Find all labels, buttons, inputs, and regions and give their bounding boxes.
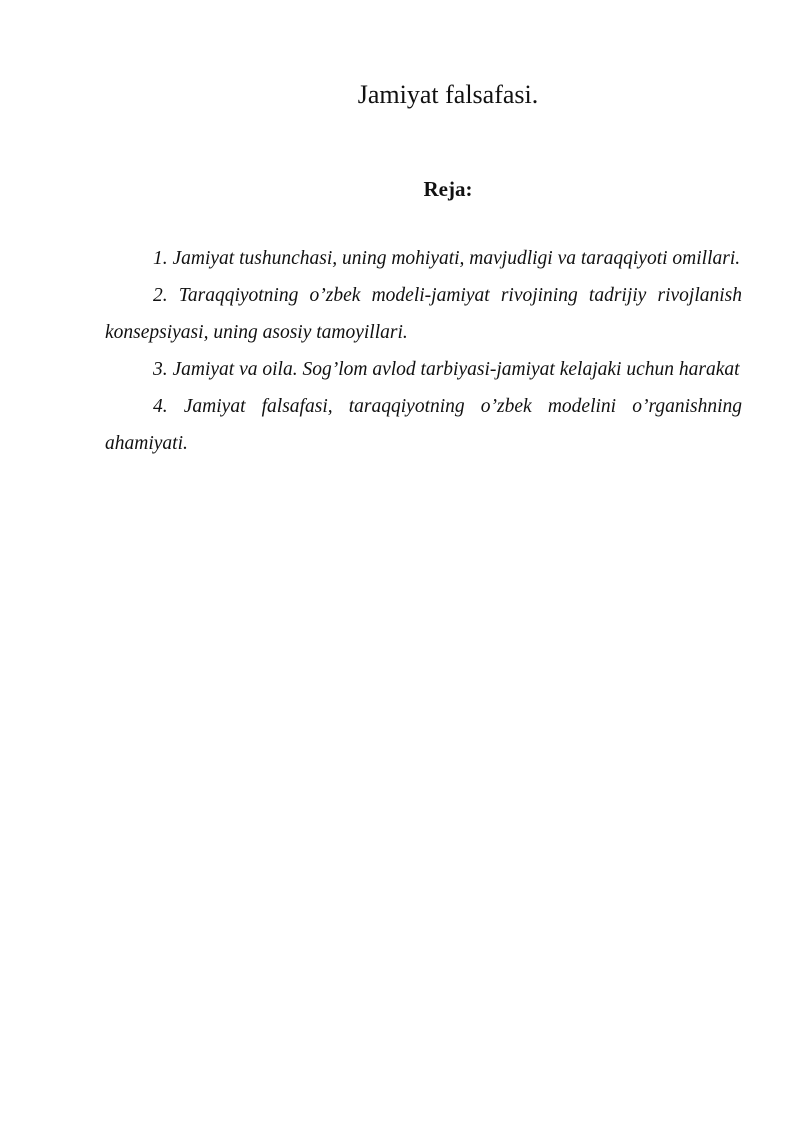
plan-item-1: 1. Jamiyat tushunchasi, uning mohiyati, mavjudligi va taraqqiyoti omillari. xyxy=(153,248,741,269)
plan-item-3: 3. Jamiyat va oila. Sog’lom avlod tarbiyasi-jamiyat kelajaki uchun harakat xyxy=(153,359,740,380)
plan-item-4: 4. Jamiyat falsafasi, taraqqiyotning o’zbek modelini o’rganishning ahamiyati. xyxy=(105,396,742,454)
plan-list xyxy=(105,240,742,462)
plan-item-2: 2. Taraqqiyotning o’zbek modeli-jamiyat rivojining tadrijiy rivojlanish konsepsiyasi, uning asosiy tamoyillari. xyxy=(105,285,742,343)
document-title: Jamiyat falsafasi. xyxy=(357,80,539,109)
plan-heading: Reja: xyxy=(423,177,473,201)
